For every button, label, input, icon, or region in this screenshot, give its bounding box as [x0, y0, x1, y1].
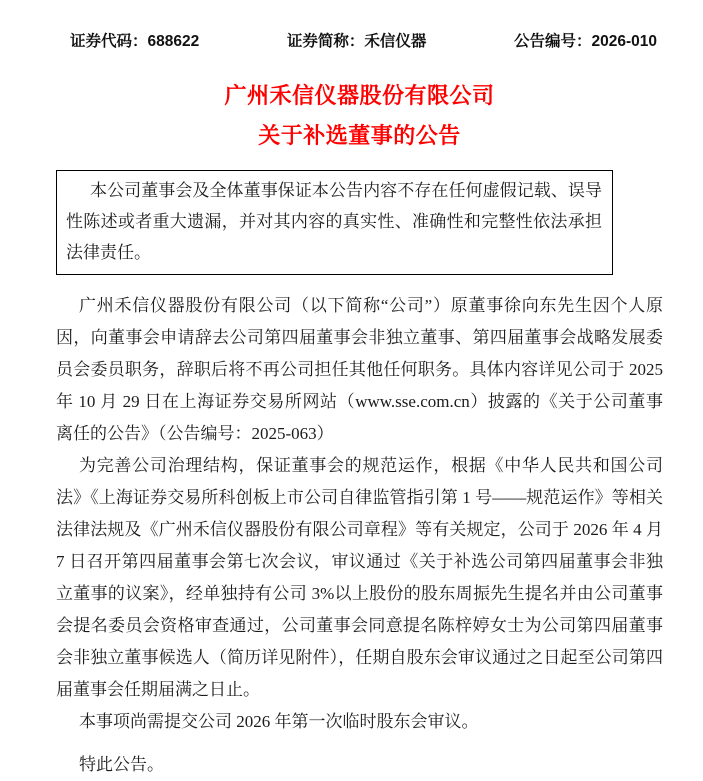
paragraph-shareholder-meeting-submission: 本事项尚需提交公司 2026 年第一次临时股东会审议。: [79, 712, 479, 731]
company-name-title: 广州禾信仪器股份有限公司: [224, 83, 495, 108]
paragraph-nomination-resolution: 为完善公司治理结构，保证董事会的规范运作，根据《中华人民共和国公司法》《上海证券交易所科创板上市公司自律监管指引第 1 号——规范运作》等相关法律法规及《广州禾信仪器股份有限公司章程》等有关规定，公司于 2026 年 4 月 7 日召开第四届董事会第七次会议，审议通过《关于补选公司第四届董事会非独立董事的议案》，经单独持有公司 3%以上股份的股东周振先生提名并由公司董事会提名委员会资格审查通过，公司董事会同意提名陈梓婷女士为公司第四届董事会非独立董事候选人（简历详见附件），任期自股东会审议通过之日起至公司第四届董事会任期届满之日止。: [56, 456, 663, 699]
stock-code-label: 证券代码：688622: [70, 33, 200, 50]
declaration-text: 本公司董事会及全体董事保证本公告内容不存在任何虚假记载、误导性陈述或者重大遗漏，并对其内容的真实性、准确性和完整性依法承担法律责任。: [66, 181, 602, 262]
paragraph-closing-statement: 特此公告。: [79, 755, 164, 774]
document-header: [70, 33, 657, 51]
stock-short-name-label: 证券简称：禾信仪器: [286, 33, 427, 50]
paragraph-director-resignation: 广州禾信仪器股份有限公司（以下简称“公司”）原董事徐向东先生因个人原因，向董事会申请辞去公司第四届董事会非独立董事、第四届董事会战略发展委员会委员职务，辞职后将不再公司担任其他任何职务。具体内容详见公司于 2025 年 10 月 29 日在上海证券交易所网站（www.sse.com.cn）披露的《关于公司董事离任的公告》（公告编号：2025-063）: [56, 296, 663, 443]
announcement-number-label: 公告编号：2026-010: [513, 33, 657, 50]
declaration-box: [56, 170, 613, 275]
title-block: [56, 82, 663, 149]
document-body: [56, 290, 663, 781]
announcement-title: 关于补选董事的公告: [258, 123, 461, 148]
